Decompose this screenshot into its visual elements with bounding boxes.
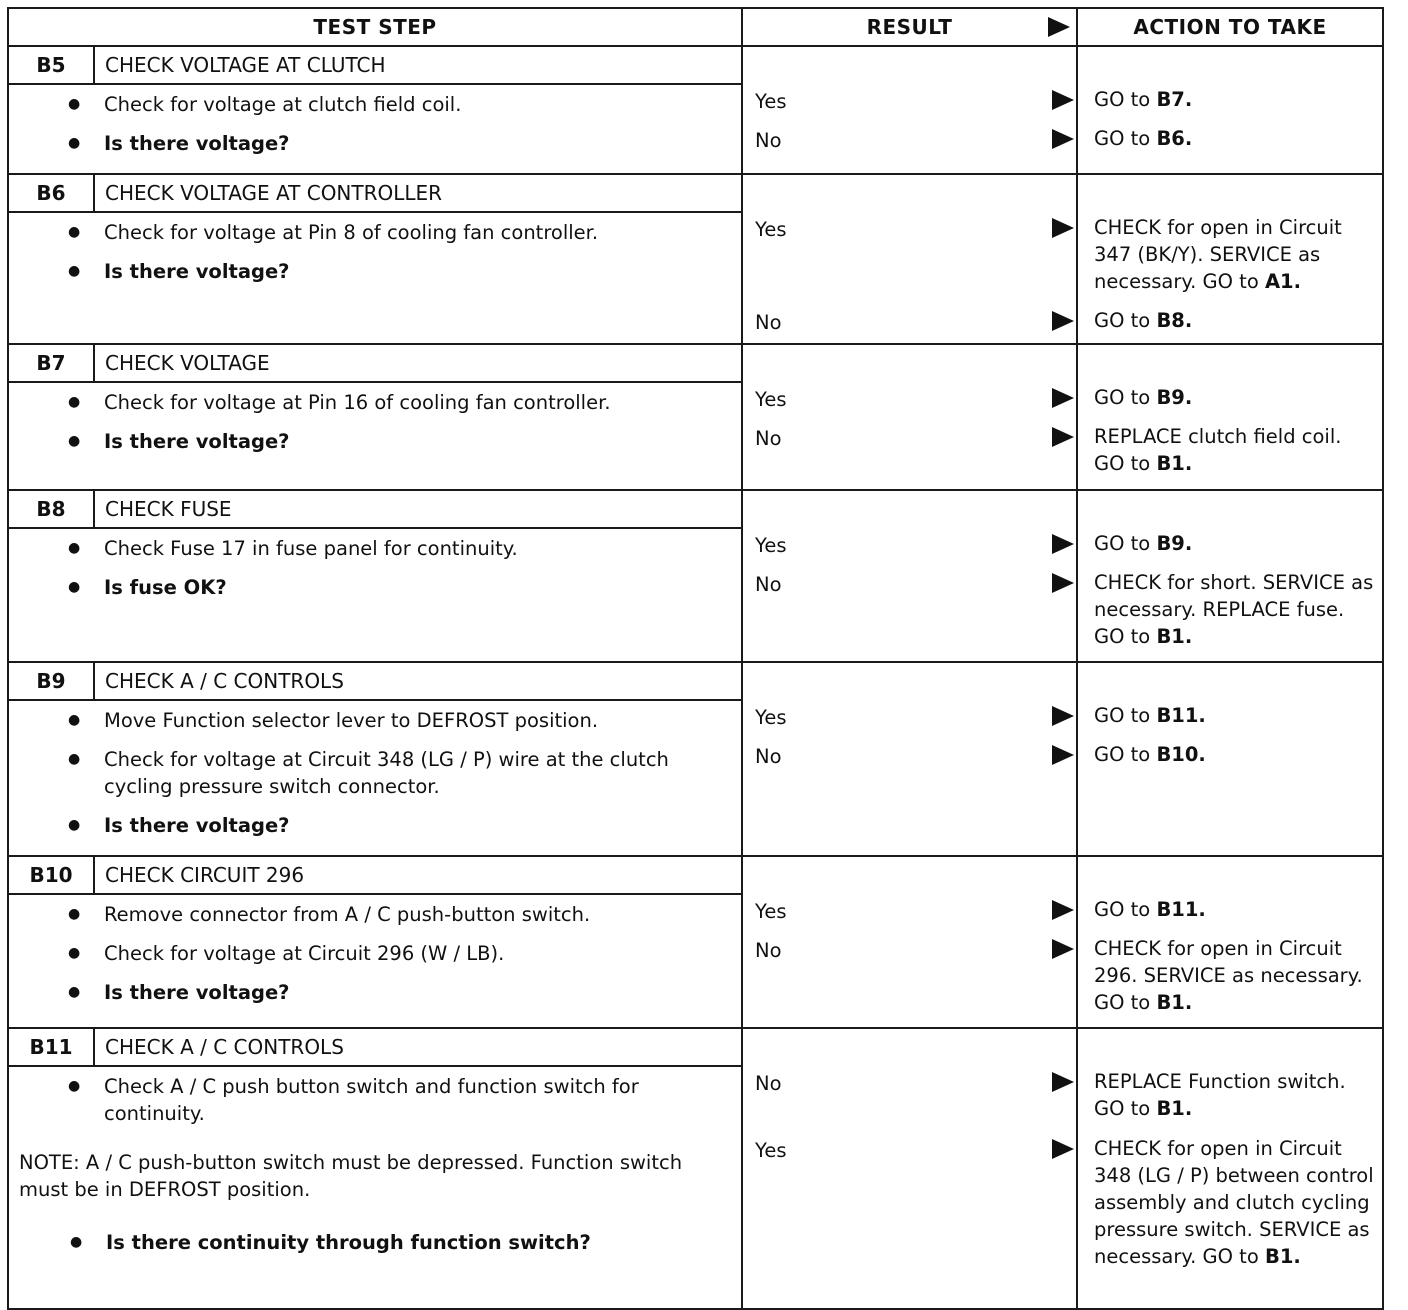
action-text: GO to B11. bbox=[1094, 898, 1206, 921]
action-text: GO to B10. bbox=[1094, 743, 1206, 766]
arrow-right-icon bbox=[1052, 706, 1074, 726]
bullet-item: ● Is there continuity through function switch? bbox=[106, 1229, 733, 1256]
result-value: Yes bbox=[755, 706, 787, 729]
step-header bbox=[9, 857, 741, 895]
bullet-list bbox=[9, 213, 741, 301]
step-header bbox=[9, 47, 741, 85]
result-value: No bbox=[755, 427, 782, 450]
bullet-item: ● Check for voltage at Circuit 348 (LG / P) wire at the clutch cycling pressure switch connector. bbox=[104, 746, 733, 800]
arrow-right-icon bbox=[1052, 218, 1074, 238]
test-step-table bbox=[7, 7, 1384, 1310]
step-title: CHECK VOLTAGE AT CLUTCH bbox=[105, 53, 386, 77]
action-target: B9. bbox=[1156, 386, 1193, 409]
action-cell bbox=[1077, 662, 1383, 856]
result-value: No bbox=[755, 745, 782, 768]
result-value: Yes bbox=[755, 534, 787, 557]
action-cell bbox=[1077, 174, 1383, 344]
table-row bbox=[8, 46, 1383, 174]
step-id: B9 bbox=[9, 663, 95, 699]
bullet-list bbox=[9, 85, 741, 173]
action-target: B11. bbox=[1156, 898, 1206, 921]
bullet-item: ● Is there voltage? bbox=[104, 130, 733, 157]
arrow-right-icon bbox=[1052, 534, 1074, 554]
action-target: A1. bbox=[1264, 270, 1302, 293]
arrow-right-icon bbox=[1048, 17, 1070, 37]
step-title: CHECK A / C CONTROLS bbox=[105, 1035, 344, 1059]
bullet-item: ● Check for voltage at Pin 16 of cooling fan controller. bbox=[104, 389, 733, 416]
step-header bbox=[9, 175, 741, 213]
step-cell-b10 bbox=[8, 856, 742, 1028]
bullet-item: ● Is fuse OK? bbox=[104, 574, 733, 601]
result-value: Yes bbox=[755, 90, 787, 113]
action-cell bbox=[1077, 1028, 1383, 1309]
bullet-item: ● Is there voltage? bbox=[104, 979, 733, 1006]
arrow-right-icon bbox=[1052, 939, 1074, 959]
bullet-list bbox=[9, 1067, 741, 1143]
step-cell-b9 bbox=[8, 662, 742, 856]
action-text: GO to B7. bbox=[1094, 88, 1193, 111]
table-row bbox=[8, 490, 1383, 662]
bullet-list bbox=[9, 383, 741, 471]
step-id: B6 bbox=[9, 175, 95, 211]
step-cell-b8 bbox=[8, 490, 742, 662]
action-text: CHECK for open in Circuit 296. SERVICE as necessary. GO to B1. bbox=[1094, 937, 1363, 1014]
step-cell-b5 bbox=[8, 46, 742, 174]
result-value: No bbox=[755, 311, 782, 334]
step-title: CHECK VOLTAGE AT CONTROLLER bbox=[105, 181, 443, 205]
action-cell bbox=[1077, 490, 1383, 662]
result-value: Yes bbox=[755, 388, 787, 411]
action-cell bbox=[1077, 46, 1383, 174]
diagnostic-table-sheet bbox=[7, 7, 1382, 1289]
header-result bbox=[742, 8, 1077, 46]
bullet-item: ● Move Function selector lever to DEFROST position. bbox=[104, 707, 733, 734]
action-target: B9. bbox=[1156, 532, 1193, 555]
arrow-right-icon bbox=[1052, 129, 1074, 149]
step-id: B11 bbox=[9, 1029, 95, 1065]
result-cell bbox=[742, 856, 1077, 1028]
bullet-item: ● Remove connector from A / C push-button switch. bbox=[104, 901, 733, 928]
action-text: GO to B8. bbox=[1094, 309, 1193, 332]
step-title: CHECK FUSE bbox=[105, 497, 232, 521]
bullet-item: ● Is there voltage? bbox=[104, 428, 733, 455]
step-title: CHECK CIRCUIT 296 bbox=[105, 863, 305, 887]
step-header bbox=[9, 345, 741, 383]
header-action: ACTION TO TAKE bbox=[1077, 8, 1383, 46]
step-title: CHECK A / C CONTROLS bbox=[105, 669, 344, 693]
step-id: B5 bbox=[9, 47, 95, 83]
arrow-right-icon bbox=[1052, 90, 1074, 110]
arrow-right-icon bbox=[1052, 1072, 1074, 1092]
table-row bbox=[8, 1028, 1383, 1309]
result-value: Yes bbox=[755, 900, 787, 923]
result-value: No bbox=[755, 129, 782, 152]
table-row bbox=[8, 662, 1383, 856]
bullet-item: ● Is there voltage? bbox=[104, 812, 733, 839]
action-text: CHECK for open in Circuit 348 (LG / P) between control assembly and clutch cycling pressure switch. SERVICE as necessary. GO to B1. bbox=[1094, 1137, 1374, 1268]
action-text: CHECK for open in Circuit 347 (BK/Y). SERVICE as necessary. GO to A1. bbox=[1094, 216, 1342, 293]
step-header bbox=[9, 1029, 741, 1067]
step-header bbox=[9, 491, 741, 529]
table-row bbox=[8, 174, 1383, 344]
result-value: Yes bbox=[755, 1139, 787, 1162]
bullet-list bbox=[9, 701, 741, 855]
bullet-item: ● Check Fuse 17 in fuse panel for continuity. bbox=[104, 535, 733, 562]
bullet-item: ● Check for voltage at clutch field coil. bbox=[104, 91, 733, 118]
bullet-item: ● Check for voltage at Circuit 296 (W / LB). bbox=[104, 940, 733, 967]
result-cell bbox=[742, 1028, 1077, 1309]
table-row bbox=[8, 856, 1383, 1028]
arrow-right-icon bbox=[1052, 745, 1074, 765]
action-text: GO to B6. bbox=[1094, 127, 1193, 150]
bullet-list bbox=[9, 529, 741, 617]
action-text: REPLACE clutch field coil. GO to B1. bbox=[1094, 425, 1342, 475]
step-id: B7 bbox=[9, 345, 95, 381]
bullet-item: ● Check for voltage at Pin 8 of cooling fan controller. bbox=[104, 219, 733, 246]
note-block bbox=[9, 1143, 741, 1272]
result-value: No bbox=[755, 939, 782, 962]
action-text: GO to B11. bbox=[1094, 704, 1206, 727]
step-cell-b6 bbox=[8, 174, 742, 344]
action-target: B1. bbox=[1156, 991, 1193, 1014]
action-text: REPLACE Function switch. GO to B1. bbox=[1094, 1070, 1346, 1120]
step-header bbox=[9, 663, 741, 701]
step-id: B8 bbox=[9, 491, 95, 527]
result-cell bbox=[742, 662, 1077, 856]
action-target: B11. bbox=[1156, 704, 1206, 727]
result-value: No bbox=[755, 573, 782, 596]
action-text: GO to B9. bbox=[1094, 386, 1193, 409]
header-row bbox=[8, 8, 1383, 46]
action-target: B8. bbox=[1156, 309, 1193, 332]
step-cell-b7 bbox=[8, 344, 742, 490]
action-target: B1. bbox=[1156, 625, 1193, 648]
header-test-step: TEST STEP bbox=[8, 8, 742, 46]
bullet-item: ● Check A / C push button switch and function switch for continuity. bbox=[104, 1073, 733, 1127]
action-target: B6. bbox=[1156, 127, 1193, 150]
arrow-right-icon bbox=[1052, 900, 1074, 920]
bullet-list bbox=[9, 895, 741, 1022]
arrow-right-icon bbox=[1052, 311, 1074, 331]
step-cell-b11 bbox=[8, 1028, 742, 1309]
step-title: CHECK VOLTAGE bbox=[105, 351, 270, 375]
bullet-item: ● Is there voltage? bbox=[104, 258, 733, 285]
result-cell bbox=[742, 174, 1077, 344]
action-text: GO to B9. bbox=[1094, 532, 1193, 555]
arrow-right-icon bbox=[1052, 427, 1074, 447]
arrow-right-icon bbox=[1052, 573, 1074, 593]
arrow-right-icon bbox=[1052, 388, 1074, 408]
result-cell bbox=[742, 490, 1077, 662]
action-target: B10. bbox=[1156, 743, 1206, 766]
action-text: CHECK for short. SERVICE as necessary. REPLACE fuse. GO to B1. bbox=[1094, 571, 1374, 648]
result-value: Yes bbox=[755, 218, 787, 241]
header-result-label: RESULT bbox=[866, 15, 953, 39]
action-target: B1. bbox=[1156, 452, 1193, 475]
result-cell bbox=[742, 344, 1077, 490]
action-target: B1. bbox=[1264, 1245, 1301, 1268]
action-cell bbox=[1077, 344, 1383, 490]
action-cell bbox=[1077, 856, 1383, 1028]
action-target: B1. bbox=[1156, 1097, 1193, 1120]
arrow-right-icon bbox=[1052, 1139, 1074, 1159]
table-row bbox=[8, 344, 1383, 490]
action-target: B7. bbox=[1156, 88, 1193, 111]
step-id: B10 bbox=[9, 857, 95, 893]
result-cell bbox=[742, 46, 1077, 174]
note-text: NOTE: A / C push-button switch must be depressed. Function switch must be in DEFROST position. bbox=[19, 1151, 683, 1201]
result-value: No bbox=[755, 1072, 782, 1095]
